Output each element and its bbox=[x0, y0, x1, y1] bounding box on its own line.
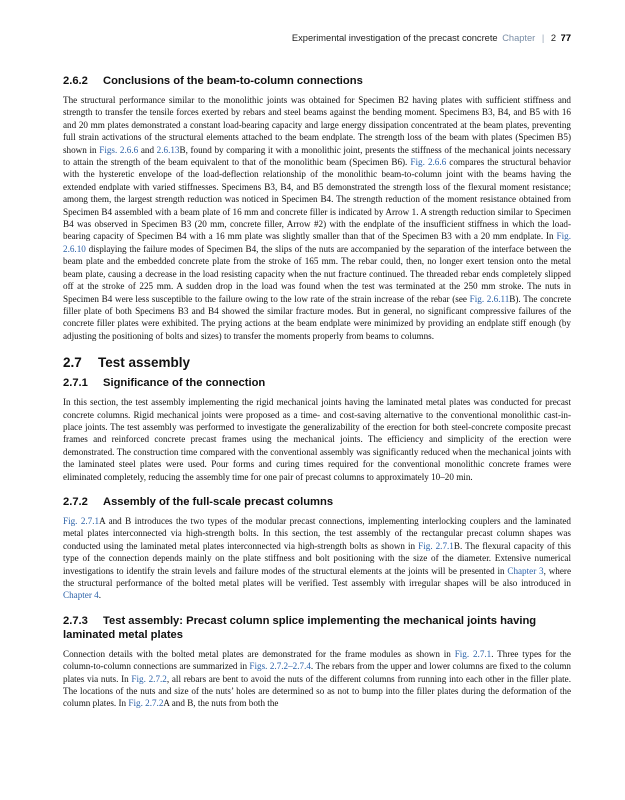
paragraph-2-7-2: Fig. 2.7.1A and B introduces the two types of the modular precast connections, implementing interlocking couplers and the laminated metal plates interconnected via high-strength bolts. In this section, the test assembly of the rectangular precast column shapes was conducted using the laminated metal plates interconnected via high-strength bolts as shown in Fig. 2.7.1B. The flexural capacity of this type of the connection depends mainly on the plate stiffness and bolt positioning with the size of the diameter. Extensive numerical investigations to identify the strain levels and failure modes of the structural elements at the joints will be presented in Chapter 3, where the structural performance of the bolted metal plates will be verified. Test assembly with irregular shapes will be also introduced in Chapter 4. bbox=[63, 515, 572, 601]
subsection-heading-2-7-2 bbox=[63, 495, 571, 509]
paragraph-2-7-3: Connection details with the bolted metal plates are demonstrated for the frame modules as shown in Fig. 2.7.1. Three types for the column-to-column connections are summarized in Figs. 2.7.2–2.7.4. The rebars from the upper and lower columns are fixed to the column plates via nuts. In Fig. 2.7.2, all rebars are bent to avoid the nuts of the different columns from running into each other in the filler plate. The locations of the nuts and size of the nuts’ holes are determined so as not to bump into the filler plates during the deformation of the column plates. In Fig. 2.7.2A and B, the nuts from both the bbox=[63, 648, 571, 709]
running-title: Experimental investigation of the precast concrete bbox=[291, 33, 498, 43]
chapter-label: Chapter bbox=[502, 33, 536, 43]
chapter-link[interactable]: Chapter 3 bbox=[507, 565, 544, 576]
figure-link[interactable]: 2.6.13 bbox=[156, 144, 180, 155]
subsection-title: Conclusions of the beam-to-column connections bbox=[103, 75, 363, 87]
subsection-title: Assembly of the full-scale precast columns bbox=[103, 495, 334, 508]
subsection-number: 2.7.1 bbox=[63, 377, 88, 390]
running-header bbox=[63, 33, 571, 43]
figure-link[interactable]: Fig. 2.7.1 bbox=[418, 540, 454, 551]
figure-link[interactable]: Figs. 2.7.2–2.7.4 bbox=[249, 661, 311, 672]
subsection-number: 2.7.2 bbox=[63, 495, 88, 508]
subsection-heading-2-7-1 bbox=[63, 376, 571, 390]
figure-link[interactable]: Fig. 2.7.2 bbox=[131, 673, 167, 684]
figure-link[interactable]: Figs. 2.6.6 bbox=[99, 144, 139, 155]
section-heading-2-7 bbox=[63, 354, 571, 371]
subsection-title-line1: Test assembly: Precast column splice implementing the mechanical joints having bbox=[103, 614, 537, 627]
subsection-heading-2-6-2 bbox=[63, 74, 571, 88]
page-number: 77 bbox=[560, 33, 571, 43]
section-number: 2.7 bbox=[63, 355, 82, 371]
subsection-title-line2: laminated metal plates bbox=[63, 628, 183, 641]
subsection-number: 2.6.2 bbox=[63, 75, 88, 87]
subsection-title: Significance of the connection bbox=[103, 377, 266, 390]
header-separator: | bbox=[541, 33, 545, 43]
page-content bbox=[63, 74, 571, 710]
figure-link[interactable]: Fig. 2.7.2 bbox=[128, 698, 164, 709]
chapter-number: 2 bbox=[550, 33, 557, 43]
figure-link[interactable]: Fig. 2.7.1 bbox=[63, 515, 100, 526]
figure-link[interactable]: Fig. 2.6.11 bbox=[469, 293, 510, 304]
section-title: Test assembly bbox=[98, 355, 191, 371]
subsection-number: 2.7.3 bbox=[63, 614, 88, 627]
subsection-heading-2-7-3 bbox=[63, 614, 571, 642]
paragraph-2-6-2: The structural performance similar to the monolithic joints was obtained for Specimen B2 having plates with sufficient stiffness and strength to transfer the tensile forces exerted by rebars and steel beams against the bending moment. Specimens B3, B4, and B5 with 16 and 20 mm plates demonstrated a constant load-bearing capacity and large energy dissipation concentrated at the beam plates, preventing full strain activations of the structural elements attached to the beam endplate. The strength loss of the beam with plates (Specimen B5) shown in Figs. 2.6.6 and 2.6.13B, found by comparing it with a monolithic joint, presents the stiffness of the mechanical joints necessary to attain the strength of the beam equivalent to that of the monolithic beam (Specimen B6). Fig. 2.6.6 compares the structural behavior with the hysteretic envelope of the load-deflection relationship of the monolithic beam-to-column joint with the beams having the extended endplate with varied stiffnesses. Specimens B3, B4, and B5 demonstrated the strength loss of the flexural moment resistance; among them, the largest strength reduction was noticed in Specimen B4. The strength reduction of the moment resistance obtained from Specimen B4 assembled with a beam plate of 16 mm and concrete filler is indicated by Arrow 1. A strength reduction similar to Specimen B4 was observed in Specimen B3 (20 mm, concrete filler, Arrow #2) with the endplate of the insufficient stiffness in which the load-bearing capacity of Specimen B4 with a 16 mm plate was slightly smaller than that of the Specimen B3 with a 20 mm endplate. In Fig. 2.6.10 displaying the failure modes of Specimen B4, the slips of the nuts are accompanied by the separation of the interface between the beam plate and the embedded concrete plate from the stroke of 165 mm. The rebar could, then, no longer exert tension onto the metal beam plate, causing a decrease in the load resisting capacity when the nut fracture continued. The threaded rebar ends completely slipped off at the stroke of 225 mm. A sudden drop in the load was found when the test was terminated at the 250 mm stroke. The nuts in Specimen B4 were less susceptible to the failure owing to the low rate of the strain increase of the rebar (see Fig. 2.6.11B). The concrete filler plate of both Specimens B3 and B4 showed the similar fracture modes. But in general, no significant compressive failures of the concrete filler plates were exhibited. The prying actions at the beam endplate were minimized by providing an endplate stiff enough (by adjusting the positioning of bolts and sizes) to transfer the moments properly from beams to columns. bbox=[63, 95, 571, 341]
chapter-link[interactable]: Chapter 4 bbox=[63, 590, 99, 601]
figure-link[interactable]: Fig. 2.7.1 bbox=[454, 648, 492, 659]
paragraph-2-7-1: In this section, the test assembly implementing the rigid mechanical joints having the laminated metal plates was conducted for precast concrete columns. Rigid mechanical joints were proposed as a time- and cost-saving alternative to the conventional monolithic cast-in-place joints. The test assembly was performed to investigate the generalizability of the erection for both steel-concrete composite precast frames and reinforced concrete precast frames using the mechanical joints. The efficiency and simplicity of the erection were demonstrated. The construction time compared with the conventional assembly was significantly reduced when the mechanical joints with the laminated steel plates were used. Pour forms and curing times required for the conventional monolithic concrete frames were eliminated completely, reducing the assembly time for one pair of precast columns to approximately 10–20 min. bbox=[63, 397, 571, 482]
figure-link[interactable]: Fig. 2.6.10 bbox=[63, 231, 571, 254]
figure-link[interactable]: Fig. 2.6.6 bbox=[410, 157, 447, 168]
